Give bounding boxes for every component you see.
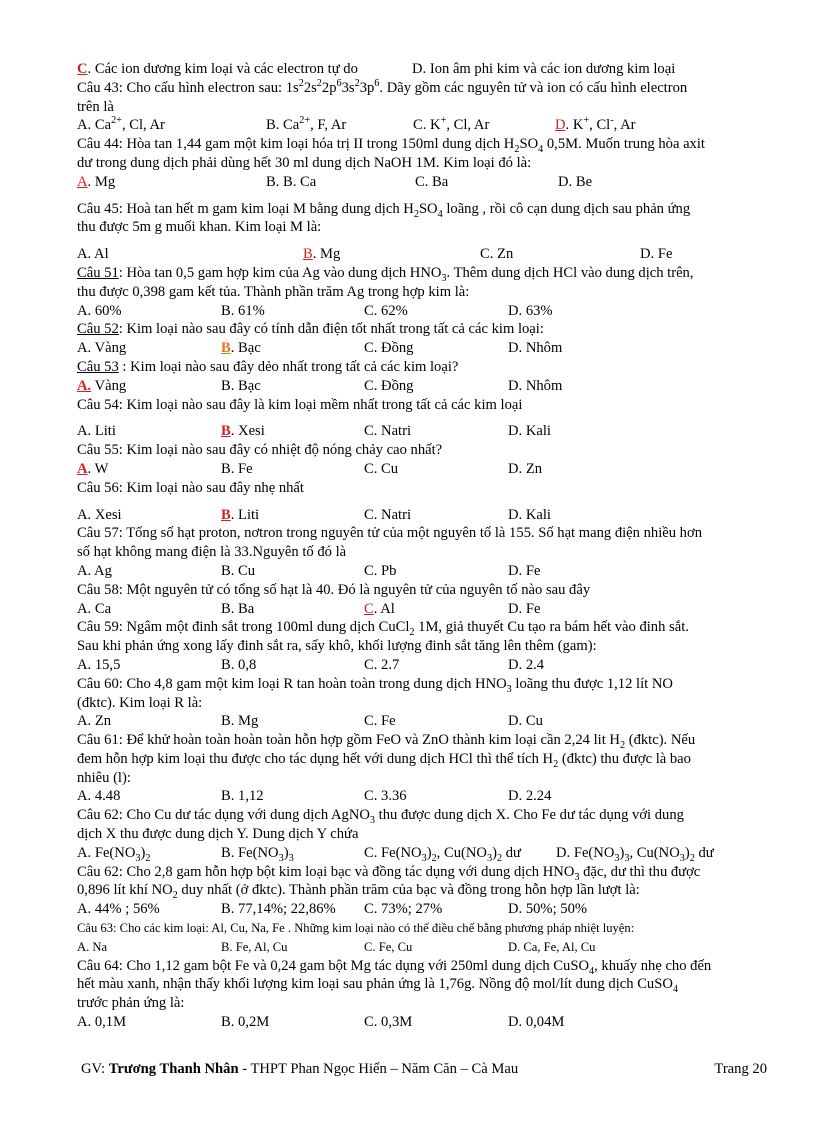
answer-mark: C (77, 61, 88, 77)
answer-mark: C (364, 600, 374, 617)
question-60-cont: (đktc). Kim loại R là: (77, 694, 203, 711)
question-57: Câu 57: Tổng số hạt proton, nơtron trong nguyên tử của một nguyên tố là 155. Số hạt mang điện nhiều hơn (77, 525, 702, 542)
question-51: Câu 51: Hòa tan 0,5 gam hợp kim của Ag vào dung dịch $HNO_3$. Thêm dung dịch HCl vào dung dịch trên, (77, 264, 694, 284)
options-61: A. 4.48 B. 1,12 C. 3.36 D. 2.24 (77, 788, 552, 805)
options-54: A. Liti B. Xesi C. Natri D. Kali (77, 423, 551, 440)
question-60: Câu 60: Cho 4,8 gam một kim loại R tan hoàn toàn trong dung dịch $HNO_3$ loãng thu được 1,12 lít NO (77, 675, 673, 695)
question-45-cont: thu được 5m g muối khan. Kim loại M là: (77, 219, 322, 236)
options-55: A. W B. Fe C. Cu D. Zn (77, 460, 543, 477)
answer-mark: A (77, 460, 88, 477)
question-64-cont2: trước phản ứng là: (77, 995, 185, 1012)
question-59: Câu 59: Ngâm một đinh sắt trong 100ml dung dịch CuCl$_2$ 1M, giả thuyết Cu tạo ra bám hết vào đinh sắt. (77, 619, 689, 639)
page-footer: GV: Trương Thanh Nhân - THPT Phan Ngọc Hiển – Năm Căn – Cà Mau Trang 20 (81, 1061, 767, 1077)
question-62b: Câu 62: Cho 2,8 gam hỗn hợp bột kim loại bạc và đồng tác dụng với dung dịch $HNO_3$ đặc, dư thì thu được (77, 863, 701, 883)
options-57: A. Ag B. Cu C. Pb D. Fe (77, 562, 541, 579)
question-43: Câu 43: Cho cấu hình electron sau: $1s^22s^22p^63s^23p^6$. Dãy gồm các nguyên tử và ion có cấu hình electron (77, 77, 688, 96)
question-57-cont: số hạt không mang điện là 33.Nguyên tố đó là (77, 544, 347, 561)
answer-mark: B (221, 340, 231, 357)
question-62b-cont: 0,896 lít khí $NO_2$ duy nhất (ở đktc). Thành phần trăm của bạc và đồng trong hỗn hợp lần lượt là: (77, 882, 640, 902)
answer-mark: A (77, 173, 88, 190)
options-52: A. Vàng B. Bạc C. Đồng D. Nhôm (77, 340, 563, 357)
answer-mark: A. (77, 377, 92, 394)
page-number: Trang 20 (714, 1061, 767, 1077)
question-44-cont: dư trong dung dịch phải dùng hết 30 ml dung dịch NaOH 1M. Kim loại đó là: (77, 154, 532, 171)
options-60: A. Zn B. Mg C. Fe D. Cu (77, 713, 543, 730)
question-61: Câu 61: Để khử hoàn toàn hoàn toàn hỗn hợp gồm FeO và ZnO thành kim loại cần 2,24 lit $H_2$ (đktc). Nếu (77, 732, 696, 751)
options-prev: C. Các ion dương kim loại và các electron tự do D. Ion âm phi kim và các ion dương kim loại (77, 61, 676, 77)
question-list (77, 60, 777, 1032)
question-51-cont: thu được 0,398 gam kết tủa. Thành phần trăm Ag trong hợp kim là: (77, 283, 470, 300)
question-44: Câu 44: Hòa tan 1,44 gam một kim loại hóa trị II trong 150ml dung dịch $H_2SO_4$ 0,5M. Muốn trung hòa axit (77, 136, 705, 156)
options-53: A. Vàng B. Bạc C. Đồng D. Nhôm (77, 377, 563, 394)
options-43: A. $Ca^{2+}$, Cl, Ar B. $Ca^{2+}$, F, Ar C. K+, Cl, Ar D. K+, Cl-, Ar (77, 115, 636, 134)
options-62b: A. 44% ; 56% B. 77,14%; 22,86% C. 73%; 27% D. 50%; 50% (77, 901, 588, 918)
answer-mark: D (555, 117, 566, 134)
question-55: Câu 55: Kim loại nào sau đây có nhiệt độ nóng chảy cao nhất? (77, 442, 443, 459)
question-45: Câu 45: Hoà tan hết m gam kim loại M bằng dung dịch $H_2SO_4$ loãng , rồi cô cạn dung dịch sau phản ứng (77, 200, 691, 220)
question-53: Câu 53 : Kim loại nào sau đây dẻo nhất trong tất cả các kim loại? (77, 358, 459, 375)
options-64: A. 0,1M B. 0,2M C. 0,3M D. 0,04M (77, 1014, 565, 1031)
options-51: A. 60% B. 61% C. 62% D. 63% (77, 302, 553, 319)
question-64: Câu 64: Cho 1,12 gam bột Fe và 0,24 gam bột Mg tác dụng với 250ml dung dịch CuSO$_4$, khuấy nhẹ cho đến (77, 957, 712, 977)
question-64-cont: hết màu xanh, nhận thấy khối lượng kim loại sau phản ứng là 1,76g. Nồng độ mol/lít dung dịch CuSO$_4$ (77, 976, 678, 996)
answer-mark: B (221, 423, 231, 440)
options-63: A. Na B. Fe, Al, Cu C. Fe, Cu D. Ca, Fe, Al, Cu (77, 939, 596, 954)
question-63: Câu 63: Cho các kim loại: Al, Cu, Na, Fe . Những kim loại nào có thể điều chế bằng phương pháp nhiệt luyện: (77, 921, 635, 936)
question-61-cont: đem hỗn hợp kim loại thu được cho tác dụng hết với dung dịch HCl thì thể tích $H_2$ (đktc) thu được là bao (77, 750, 691, 770)
question-43-cont: trên là (77, 98, 114, 115)
question-61-cont2: nhiêu (l): (77, 769, 131, 786)
answer-mark: B (221, 506, 231, 523)
question-59-cont: Sau khi phản ứng xong lấy đinh sắt ra, sấy khô, khối lượng đinh sắt tăng lên thêm (gam): (77, 638, 597, 655)
answer-mark: B (303, 246, 313, 263)
author-name: Trương Thanh Nhân (108, 1061, 239, 1077)
options-58: A. Ca B. Ba C. Al D. Fe (77, 600, 541, 617)
question-62a-cont: dịch X thu được dung dịch Y. Dung dịch Y chứa (77, 826, 359, 843)
question-56: Câu 56: Kim loại nào sau đây nhẹ nhất (77, 479, 304, 496)
question-54: Câu 54: Kim loại nào sau đây là kim loại mềm nhất trong tất cả các kim loại (77, 396, 523, 413)
options-59: A. 15,5 B. 0,8 C. 2.7 D. 2.4 (77, 656, 545, 673)
options-62a: A. $Fe(NO_3)_2$ B. $Fe(NO_3)_3$ C. $Fe(NO_3)_2$, $Cu(NO_3)_2$ dư D. $Fe(NO_3)_3$, $Cu(NO_3)_2$ dư (77, 844, 714, 864)
options-56: A. Xesi B. Liti C. Natri D. Kali (77, 506, 551, 523)
question-62a: Câu 62: Cho Cu dư tác dụng với dung dịch AgNO$_3$ thu được dung dịch X. Cho Fe dư tác dụng với dung (77, 807, 684, 827)
options-44: A. Mg B. B. Ca C. Ba D. Be (77, 173, 593, 190)
question-52: Câu 52: Kim loại nào sau đây có tính dẫn điện tốt nhất trong tất cả các kim loại: (77, 321, 544, 338)
options-45: A. Al B. Mg C. Zn D. Fe (77, 246, 673, 263)
question-58: Câu 58: Một nguyên tử có tổng số hạt là 40. Đó là nguyên tử của nguyên tố nào sau đây (77, 581, 591, 598)
